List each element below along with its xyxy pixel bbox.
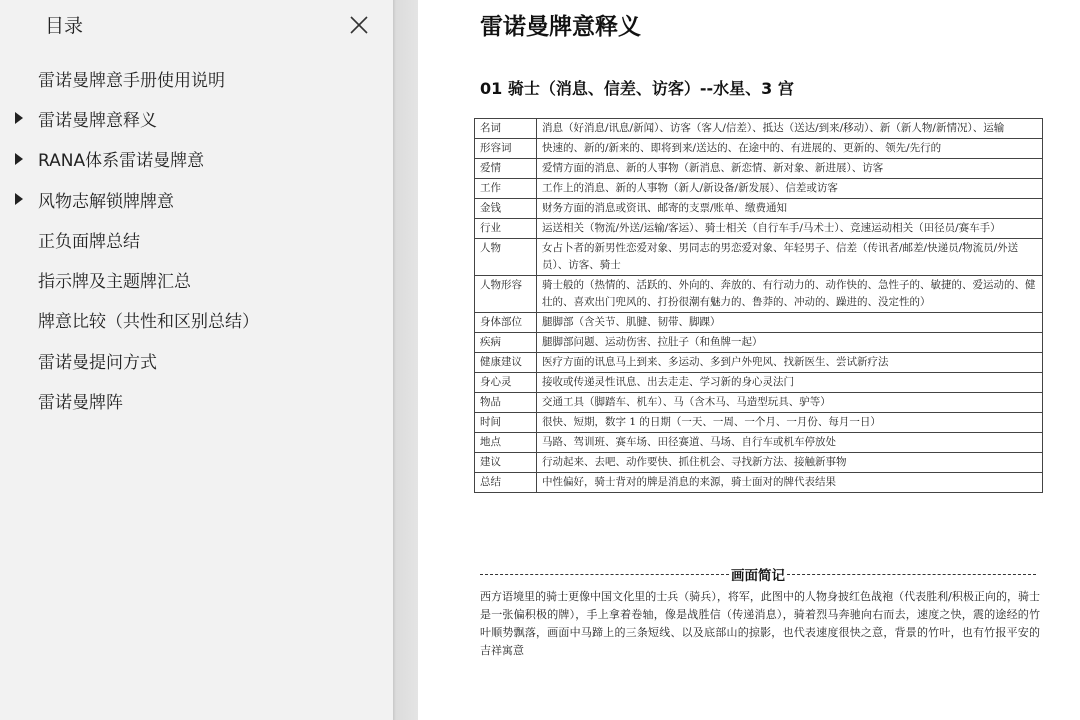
table-row — [475, 433, 1043, 453]
table-key-cell: 名词 — [475, 119, 537, 139]
toc-sidebar — [0, 0, 393, 720]
table-key-cell: 建议 — [475, 453, 537, 473]
toc-item-label: 雷诺曼牌意手册使用说明 — [38, 70, 225, 91]
document-page — [418, 0, 1080, 720]
document-title: 雷诺曼牌意释义 — [480, 14, 641, 40]
table-row — [475, 276, 1043, 313]
table-key-cell: 金钱 — [475, 199, 537, 219]
table-key-cell: 物品 — [475, 393, 537, 413]
table-value-cell: 爱情方面的消息、新的人事物（新消息、新恋情、新对象、新进展）、访客 — [537, 159, 1043, 179]
table-row — [475, 199, 1043, 219]
table-key-cell: 地点 — [475, 433, 537, 453]
table-key-cell: 行业 — [475, 219, 537, 239]
toc-item-label: 风物志解锁牌牌意 — [38, 191, 174, 212]
table-row — [475, 159, 1043, 179]
table-row — [475, 413, 1043, 433]
toc-item-label: 指示牌及主题牌汇总 — [38, 272, 191, 293]
table-row — [475, 353, 1043, 373]
table-row — [475, 239, 1043, 276]
table-key-cell: 健康建议 — [475, 353, 537, 373]
toc-item[interactable] — [0, 179, 393, 219]
table-value-cell: 交通工具（脚踏车、机车）、马（含木马、马造型玩具、驴等） — [537, 393, 1043, 413]
toc-item-label: 牌意比较（共性和区别总结） — [38, 312, 259, 333]
toc-item[interactable] — [0, 219, 393, 259]
toc-item[interactable] — [0, 98, 393, 138]
expand-arrow-icon[interactable] — [15, 153, 23, 165]
table-row — [475, 393, 1043, 413]
toc-list — [0, 58, 393, 421]
table-key-cell: 人物形容 — [475, 276, 537, 313]
toc-item-label: 雷诺曼牌阵 — [38, 393, 123, 414]
table-value-cell: 财务方面的消息或资讯、邮寄的支票/账单、缴费通知 — [537, 199, 1043, 219]
table-key-cell: 时间 — [475, 413, 537, 433]
toc-item-label: 雷诺曼提问方式 — [38, 352, 157, 373]
close-sidebar-button[interactable] — [346, 12, 372, 38]
table-row — [475, 473, 1043, 493]
toc-item-label: RANA体系雷诺曼牌意 — [38, 151, 205, 172]
expand-arrow-icon[interactable] — [15, 112, 23, 124]
section-heading: 01 骑士（消息、信差、访客）--水星、3 宫 — [480, 79, 794, 98]
table-value-cell: 中性偏好，骑士背对的牌是消息的来源，骑士面对的牌代表结果 — [537, 473, 1043, 493]
table-key-cell: 身体部位 — [475, 313, 537, 333]
table-value-cell: 运送相关（物流/外送/运输/客运）、骑士相关（自行车手/马术士）、竞速运动相关（田径员/赛车手） — [537, 219, 1043, 239]
dashed-rule-left — [480, 574, 729, 575]
table-row — [475, 119, 1043, 139]
table-value-cell: 骑士般的（热情的、活跃的、外向的、奔放的、有行动力的、动作快的、急性子的、敏捷的、爱运动的、健壮的、喜欢出门兜风的、打扮很潮有魅力的、鲁莽的、冲动的、躁进的、没定性的） — [537, 276, 1043, 313]
sidebar-divider — [393, 0, 418, 720]
table-row — [475, 313, 1043, 333]
toc-item-label: 雷诺曼牌意释义 — [38, 110, 157, 131]
table-value-cell: 医疗方面的讯息马上到来、多运动、多到户外兜风、找新医生、尝试新疗法 — [537, 353, 1043, 373]
picture-description: 西方语境里的骑士更像中国文化里的士兵（骑兵），将军，此图中的人物身披红色战袍（代表胜利/积极正向的，骑士是一张偏积极的牌），手上拿着卷轴，像是战胜信（传递消息），骑着烈马奔驰向右而去，速度之快，震的途经的竹叶顺势飘落，画面中马蹄上的三条短线、以及底部山的掠影，也代表速度很快之意，背景的竹叶，也有竹报平安的吉祥寓意 — [480, 590, 1040, 657]
table-value-cell: 马路、驾训班、赛车场、田径赛道、马场、自行车或机车停放处 — [537, 433, 1043, 453]
table-value-cell: 工作上的消息、新的人事物（新人/新设备/新发展）、信差或访客 — [537, 179, 1043, 199]
card-meaning-table — [474, 118, 1043, 493]
table-key-cell: 人物 — [475, 239, 537, 276]
table-value-cell: 消息（好消息/讯息/新闻）、访客（客人/信差）、抵达（送达/到来/移动）、新（新人物/新情况）、运输 — [537, 119, 1043, 139]
table-row — [475, 139, 1043, 159]
close-icon — [346, 12, 372, 38]
table-value-cell: 女占卜者的新男性恋爱对象、男同志的男恋爱对象、年轻男子、信差（传讯者/邮差/快递员/物流员/外送员）、访客、骑士 — [537, 239, 1043, 276]
table-row — [475, 179, 1043, 199]
table-key-cell: 疾病 — [475, 333, 537, 353]
table-value-cell: 腿脚部（含关节、肌腱、韧带、脚踝） — [537, 313, 1043, 333]
table-row — [475, 333, 1043, 353]
expand-arrow-icon[interactable] — [15, 193, 23, 205]
table-row — [475, 219, 1043, 239]
toc-item[interactable] — [0, 259, 393, 299]
picture-heading-label: 画面简记 — [731, 568, 785, 584]
table-key-cell: 身心灵 — [475, 373, 537, 393]
toc-item[interactable] — [0, 139, 393, 179]
toc-item[interactable] — [0, 380, 393, 420]
table-row — [475, 453, 1043, 473]
toc-item[interactable] — [0, 58, 393, 98]
table-value-cell: 很快、短期，数字 1 的日期（一天、一周、一个月、一月份、每月一日） — [537, 413, 1043, 433]
table-row — [475, 373, 1043, 393]
table-key-cell: 爱情 — [475, 159, 537, 179]
table-key-cell: 总结 — [475, 473, 537, 493]
table-value-cell: 接收或传递灵性讯息、出去走走、学习新的身心灵法门 — [537, 373, 1043, 393]
toc-item[interactable] — [0, 300, 393, 340]
table-value-cell: 快速的、新的/新来的、即将到来/送达的、在途中的、有进展的、更新的、领先/先行的 — [537, 139, 1043, 159]
table-value-cell: 行动起来、去吧、动作要快、抓住机会、寻找新方法、接触新事物 — [537, 453, 1043, 473]
toc-title: 目录 — [45, 15, 84, 37]
toc-item-label: 正负面牌总结 — [38, 231, 140, 252]
table-value-cell: 腿脚部问题、运动伤害、拉肚子（和鱼牌一起） — [537, 333, 1043, 353]
picture-section-heading — [480, 564, 1036, 584]
dashed-rule-right — [787, 574, 1036, 575]
table-key-cell: 形容词 — [475, 139, 537, 159]
table-key-cell: 工作 — [475, 179, 537, 199]
toc-item[interactable] — [0, 340, 393, 380]
